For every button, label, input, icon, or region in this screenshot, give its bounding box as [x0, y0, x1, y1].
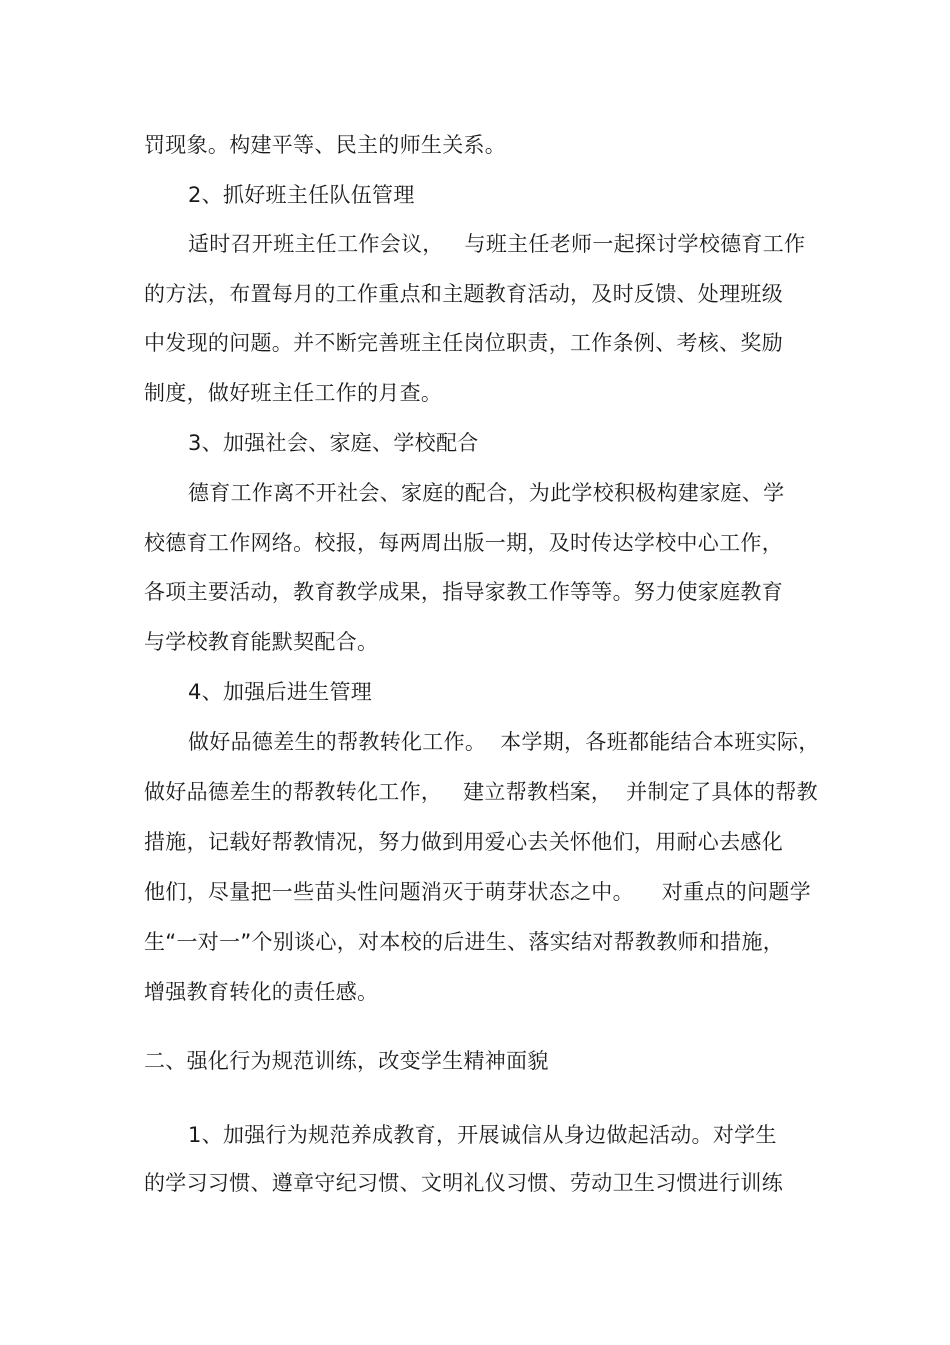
paragraph-line: 罚现象。构建平等、民主的师生关系。 — [144, 133, 507, 157]
paragraph-line: 增强教育转化的责任感。 — [144, 980, 379, 1004]
section-heading: 二、强化行为规范训练，改变学生精神面貌 — [144, 1049, 549, 1073]
paragraph-line: 的学习习惯、遵章守纪习惯、文明礼仪习惯、劳动卫生习惯进行训练 — [144, 1171, 783, 1195]
paragraph-line: 做好品德差生的帮教转化工作， 建立帮教档案， 并制定了具体的帮教 — [144, 780, 818, 804]
subheading-2: 2、抓好班主任队伍管理 — [188, 183, 415, 207]
paragraph-line: 的方法，布置每月的工作重点和主题教育活动，及时反馈、处理班级 — [144, 282, 783, 306]
paragraph-line: 1、加强行为规范养成教育，开展诚信从身边做起活动。对学生 — [188, 1123, 777, 1147]
paragraph-line: 与学校教育能默契配合。 — [144, 630, 379, 654]
paragraph-line: 德育工作离不开社会、家庭的配合，为此学校积极构建家庭、学 — [188, 481, 785, 505]
paragraph-line: 他们，尽量把一些苗头性问题消灭于萌芽状态之中。 对重点的问题学 — [144, 880, 811, 904]
paragraph-line: 中发现的问题。并不断完善班主任岗位职责，工作条例、考核、奖励 — [144, 331, 783, 355]
subheading-4: 4、加强后进生管理 — [188, 680, 373, 704]
paragraph-line: 校德育工作网络。校报，每两周出版一期，及时传达学校中心工作， — [144, 531, 783, 555]
subheading-3: 3、加强社会、家庭、学校配合 — [188, 431, 479, 455]
paragraph-line: 措施，记载好帮教情况，努力做到用爱心去关怀他们，用耐心去感化 — [144, 830, 783, 854]
paragraph-line: 制度，做好班主任工作的月查。 — [144, 381, 443, 405]
paragraph-line: 做好品德差生的帮教转化工作。 本学期，各班都能结合本班实际， — [188, 730, 820, 754]
paragraph-line: 生“一对一”个别谈心，对本校的后进生、落实结对帮教教师和措施， — [144, 930, 785, 954]
paragraph-line: 适时召开班主任工作会议， 与班主任老师一起探讨学校德育工作 — [188, 232, 806, 256]
paragraph-line: 各项主要活动，教育教学成果，指导家教工作等等。努力使家庭教育 — [144, 580, 783, 604]
